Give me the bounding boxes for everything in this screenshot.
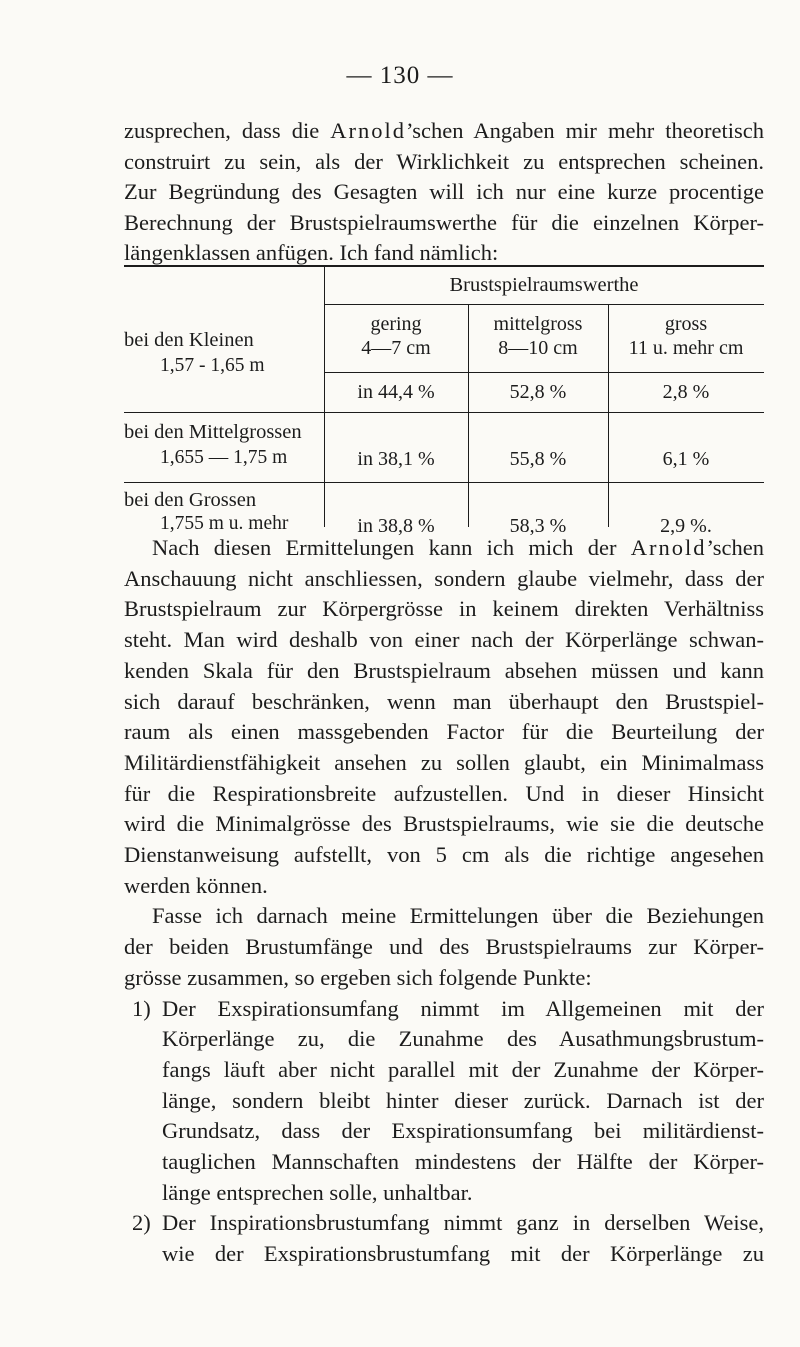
text-line: Brustspielraum zur Körpergrösse in keinem direkten Verhältniss — [124, 596, 764, 622]
intro-line: zusprechen, dass die Arnold’schen Angaben mir mehr theoretisch — [124, 118, 764, 143]
list-item-text — [162, 1208, 764, 1269]
text-line: Nach diesen Ermittelungen kann ich mich der Arnold’schen — [152, 535, 764, 560]
intro-line: längenklassen anfügen. Ich fand nämlich: — [124, 240, 499, 265]
text-line: Fasse ich darnach meine Ermittelungen über die Beziehungen — [152, 903, 764, 929]
column-header-range: 4—7 cm — [361, 337, 431, 359]
table-cell: 55,8 % — [509, 448, 567, 470]
text-line: steht. Man wird deshalb von einer nach der Körperlänge schwan- — [124, 627, 764, 653]
paragraph — [124, 901, 764, 993]
table-rule — [124, 482, 764, 483]
table-cell: 52,8 % — [509, 381, 567, 403]
text-line: länge entsprechen solle, unhaltbar. — [162, 1179, 473, 1205]
row-header-range: 1,57 - 1,65 m — [160, 355, 265, 376]
table-rule — [124, 412, 764, 413]
table-cell: 2,8 % — [662, 381, 710, 403]
intro-line: construirt zu sein, als der Wirklichkeit zu entsprechen scheinen. — [124, 148, 764, 174]
text-line: Der Exspirationsumfang nimmt im Allgemeinen mit der — [162, 995, 764, 1021]
text-line: tauglichen Mannschaften mindestens der Hälfte der Körper- — [162, 1149, 764, 1175]
body-text — [124, 533, 764, 1270]
column-header-label: gering — [370, 313, 422, 335]
table-cell: in 38,1 % — [357, 448, 435, 470]
table-cell: 6,1 % — [662, 448, 710, 470]
list-item — [124, 994, 764, 1209]
table-top-rule — [124, 265, 764, 267]
list-number: 2) — [132, 1210, 151, 1236]
text-line: für die Respirationsbreite aufzustellen. Und in dieser Hinsicht — [124, 780, 764, 806]
row-header-label: bei den Grossen — [124, 489, 257, 511]
table-cell: 2,9 %. — [660, 515, 712, 537]
text-line: länge, sondern bleibt hinter dieser zurück. Darnach ist der — [162, 1087, 764, 1113]
table-cell: in 38,8 % — [357, 515, 435, 537]
intro-line: Berechnung der Brustspielraumswerthe für die einzelnen Körper- — [124, 209, 764, 235]
list-item-text — [162, 994, 764, 1209]
text-line: raum als einen massgebenden Factor für die Beurteilung der — [124, 719, 764, 745]
row-header-range: 1,755 m u. mehr — [160, 513, 289, 534]
table-cell: 58,3 % — [509, 515, 567, 537]
text-line: Grundsatz, dass der Exspirationsumfang bei militärdienst- — [162, 1118, 764, 1144]
table-cell: in 44,4 % — [357, 381, 435, 403]
author-name: Arnold — [630, 535, 707, 560]
table-title: Brustspielraumswerthe — [449, 274, 639, 296]
paragraph — [124, 533, 764, 901]
text-line: Körperlänge zu, die Zunahme des Ausathmungsbrustum- — [162, 1026, 764, 1052]
text-line: Der Inspirationsbrustumfang nimmt ganz in derselben Weise, — [162, 1210, 764, 1236]
intro-line: Zur Begründung des Gesagten will ich nur eine kurze procentige — [124, 179, 764, 204]
data-table — [124, 265, 764, 537]
text-line: grösse zusammen, so ergeben sich folgende Punkte: — [124, 964, 592, 990]
column-header-label: mittelgross — [493, 313, 583, 335]
text-line: sich darauf beschränken, wenn man überhaupt den Brustspiel- — [124, 688, 764, 714]
text-line: wird die Minimalgrösse des Brustspielraums, wie sie die deutsche — [124, 811, 764, 837]
page-number: — 130 — — [346, 62, 454, 89]
text-line: Militärdienstfähigkeit ansehen zu sollen glaubt, ein Minimalmass — [124, 749, 764, 775]
list-number: 1) — [132, 995, 151, 1021]
column-header-label: gross — [664, 313, 708, 335]
author-name: Arnold — [330, 118, 407, 143]
column-header-range: 11 u. mehr cm — [628, 337, 744, 359]
intro-paragraph — [124, 116, 764, 269]
row-header-range: 1,655 — 1,75 m — [160, 447, 288, 468]
row-header-label: bei den Kleinen — [124, 329, 254, 351]
text-line: fangs läuft aber nicht parallel mit der Zunahme der Körper- — [162, 1056, 764, 1082]
list-item — [124, 1208, 764, 1269]
text-line: der beiden Brustumfänge und des Brustspielraums zur Körper- — [124, 934, 764, 960]
text-line: Anschauung nicht anschliessen, sondern glaube vielmehr, dass der — [124, 565, 764, 591]
row-header-label: bei den Mittelgrossen — [124, 421, 302, 443]
text-line: kenden Skala für den Brustspielraum absehen müssen und kann — [124, 657, 764, 683]
table-rule — [324, 372, 764, 373]
table-rule — [324, 304, 764, 305]
text-line: Dienstanweisung aufstellt, von 5 cm als die richtige angesehen — [124, 842, 764, 868]
text-line: wie der Exspirationsbrustumfang mit der Körperlänge zu — [162, 1241, 764, 1267]
column-header-range: 8—10 cm — [498, 337, 578, 359]
text-line: werden können. — [124, 872, 268, 898]
